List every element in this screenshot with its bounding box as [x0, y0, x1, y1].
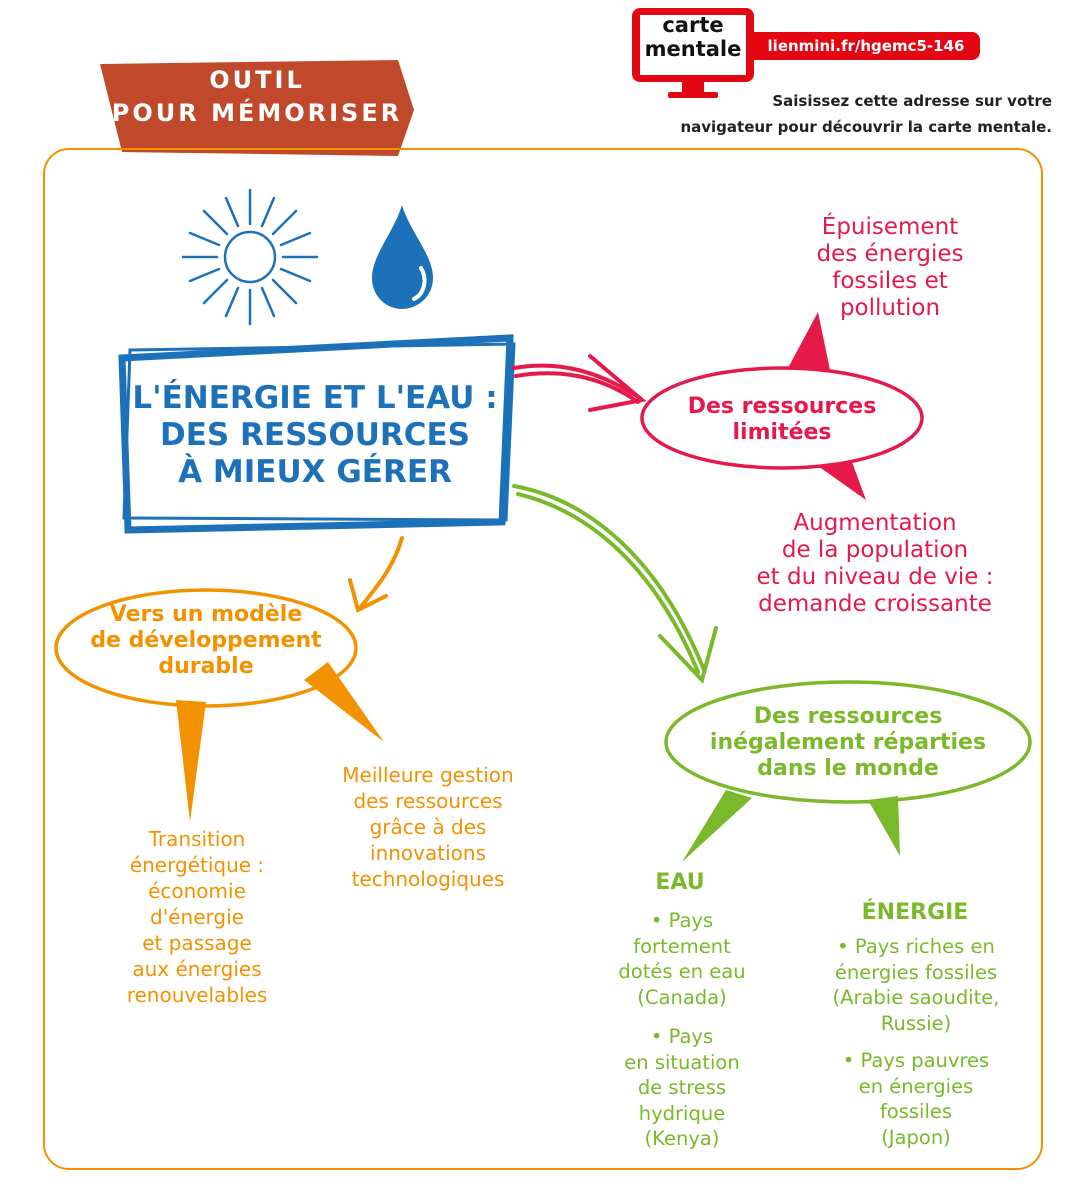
link-instructions-line1: Saisissez cette adresse sur votre	[772, 92, 1052, 110]
water-rich-countries-text	[582, 908, 782, 1010]
header-tab-line2: POUR MÉMORISER	[111, 99, 403, 127]
energy-rich-line: • Pays riches en	[837, 935, 995, 958]
water-heading: EAU	[655, 870, 705, 895]
energy-transition-line: aux énergies	[132, 957, 262, 981]
main-title-line1: L'ÉNERGIE ET L'EAU :	[132, 380, 498, 416]
resource-management-line: Meilleure gestion	[342, 763, 514, 787]
water-stress-line: hydrique	[638, 1101, 726, 1125]
energy-heading: ÉNERGIE	[861, 900, 969, 925]
energy-transition-line: Transition	[148, 827, 246, 851]
water-stress-line: de stress	[637, 1076, 727, 1099]
energy-transition-line: économie	[148, 879, 246, 903]
energy-poor-line: (Japon)	[881, 1125, 951, 1149]
energy-poor-line: fossiles	[879, 1100, 953, 1123]
population-growth-line: demande croissante	[758, 591, 992, 617]
energy-poor-line: en énergies	[858, 1074, 974, 1098]
durable-label-line1: Vers un modèle	[109, 602, 303, 627]
population-growth-line: et du niveau de vie :	[756, 564, 994, 590]
energy-poor-line: • Pays pauvres	[842, 1049, 990, 1072]
water-rich-line: fortement	[633, 934, 731, 958]
energy-transition-line: énergétique :	[129, 853, 265, 877]
water-stress-line: en situation	[624, 1050, 740, 1074]
water-drop-icon	[372, 205, 433, 309]
energy-rich-line: (Arabie saoudite,	[832, 986, 1000, 1009]
unequal-label-line2: inégalement réparties	[709, 730, 987, 755]
population-growth-line: de la population	[781, 537, 969, 563]
unequal-label-line1: Des ressources	[753, 704, 943, 729]
fossil-depletion-line: pollution	[839, 295, 941, 321]
water-stress-line: • Pays	[650, 1025, 714, 1048]
energy-poor-countries-text	[796, 1048, 1036, 1150]
header-tab-line1: OUTIL	[209, 66, 305, 94]
main-title	[130, 380, 500, 491]
durable-label-line3: durable	[158, 654, 254, 679]
limited-label-line2: limitées	[732, 420, 832, 445]
population-growth-line: Augmentation	[793, 510, 957, 536]
resource-management-line: des ressources	[353, 789, 503, 813]
energy-transition-text	[94, 826, 300, 1008]
resource-management-text	[312, 762, 544, 892]
sun-icon	[183, 190, 317, 324]
connector-orange	[350, 538, 402, 610]
unequal-distribution-label	[680, 704, 1016, 782]
resource-management-line: technologiques	[351, 867, 505, 891]
energy-transition-line: renouvelables	[126, 983, 268, 1007]
main-title-line3: À MIEUX GÉRER	[178, 454, 452, 490]
limited-label-line1: Des ressources	[687, 394, 877, 419]
water-rich-line: (Canada)	[637, 985, 727, 1009]
water-rich-line: • Pays	[650, 909, 714, 932]
energy-rich-line: énergies fossiles	[834, 960, 998, 984]
link-instructions-line2: navigateur pour découvrir la carte mentale.	[680, 118, 1052, 136]
energy-rich-line: Russie)	[880, 1011, 952, 1035]
monitor-line2: mentale	[644, 37, 742, 61]
fossil-depletion-text	[770, 214, 1010, 322]
energy-transition-line: et passage	[142, 931, 252, 955]
unequal-label-line3: dans le monde	[757, 756, 939, 781]
durable-label-line2: de développement	[90, 628, 322, 653]
energy-rich-countries-text	[796, 934, 1036, 1036]
mind-map-link[interactable]: lienmini.fr/hgemc5-146	[752, 32, 980, 60]
population-growth-text	[722, 510, 1028, 618]
water-rich-line: dotés en eau	[618, 960, 746, 983]
connector-green	[514, 486, 716, 680]
fossil-depletion-line: Épuisement	[821, 214, 959, 240]
energy-transition-line: d'énergie	[150, 905, 244, 929]
water-stress-line: (Kenya)	[644, 1127, 720, 1150]
sustainable-development-label	[62, 602, 350, 680]
water-stress-countries-text	[582, 1024, 782, 1152]
resource-management-line: innovations	[370, 841, 486, 865]
limited-resources-label	[650, 394, 914, 446]
resource-management-line: grâce à des	[369, 815, 487, 839]
fossil-depletion-line: fossiles et	[832, 268, 948, 294]
fossil-depletion-line: des énergies	[816, 241, 964, 267]
connector-red	[514, 356, 642, 410]
main-title-line2: DES RESSOURCES	[160, 417, 470, 453]
monitor-line1: carte	[662, 13, 724, 37]
